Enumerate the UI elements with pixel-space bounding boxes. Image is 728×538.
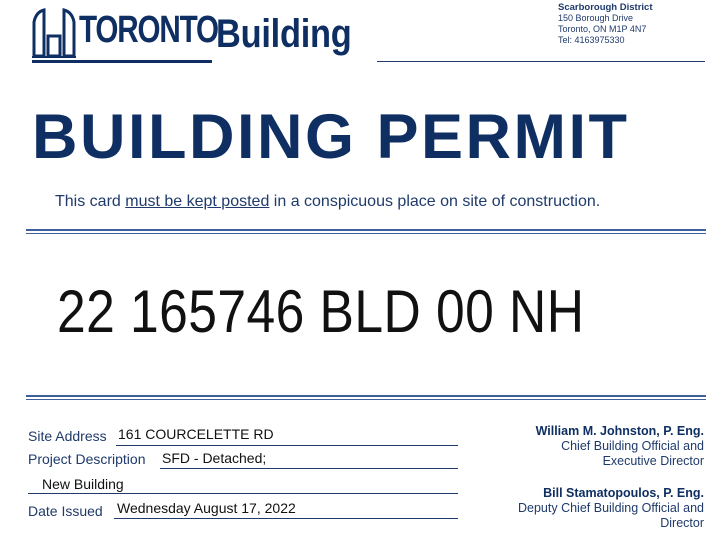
signatory-chief-title-2: Executive Director [602,454,704,468]
office-address-block [558,2,653,46]
posting-notice [55,193,600,211]
signatory-chief [536,424,704,469]
signatory-deputy-title-2: Director [660,516,704,530]
toronto-building-logo [32,4,377,66]
logo-division-text: Building [216,12,352,56]
page-title: BUILDING PERMIT [32,102,630,172]
signatory-deputy-name: Bill Stamatopoulos, P. Eng. [543,486,704,500]
project-description-label: Project Description [28,451,146,467]
header-rule [377,61,705,62]
date-issued-label: Date Issued [28,503,103,519]
office-district: Scarborough District [558,2,653,13]
signatory-chief-name: William M. Johnston, P. Eng. [535,424,704,438]
notice-post: in a conspicuous place on site of construction. [269,193,601,210]
date-issued-line [114,518,458,519]
project-description-line [160,468,458,469]
divider-bottom [26,395,706,400]
date-issued-value: Wednesday August 17, 2022 [117,500,296,516]
notice-emphasis: must be kept posted [125,193,270,210]
notice-pre: This card [55,193,126,210]
signatory-deputy-title-1: Deputy Chief Building Official and [518,501,704,515]
site-address-label: Site Address [28,428,107,444]
project-description-value: SFD - Detached; [162,450,267,466]
logo-underline [32,60,212,63]
permit-number: 22 165746 BLD 00 NH [57,278,585,345]
divider-top [26,229,706,234]
project-description-continued: New Building [42,476,124,492]
site-address-value: 161 COURCELETTE RD [118,426,274,442]
signatory-deputy [518,486,704,531]
signatory-chief-title-1: Chief Building Official and [561,439,704,453]
office-city: Toronto, ON M1P 4N7 [558,24,647,34]
office-phone: Tel: 4163975330 [558,35,625,45]
city-hall-icon [32,6,76,58]
project-description-line-2 [28,493,458,494]
office-street: 150 Borough Drive [558,13,634,23]
site-address-line [116,445,458,446]
logo-city-text: TORONTO [79,9,218,51]
